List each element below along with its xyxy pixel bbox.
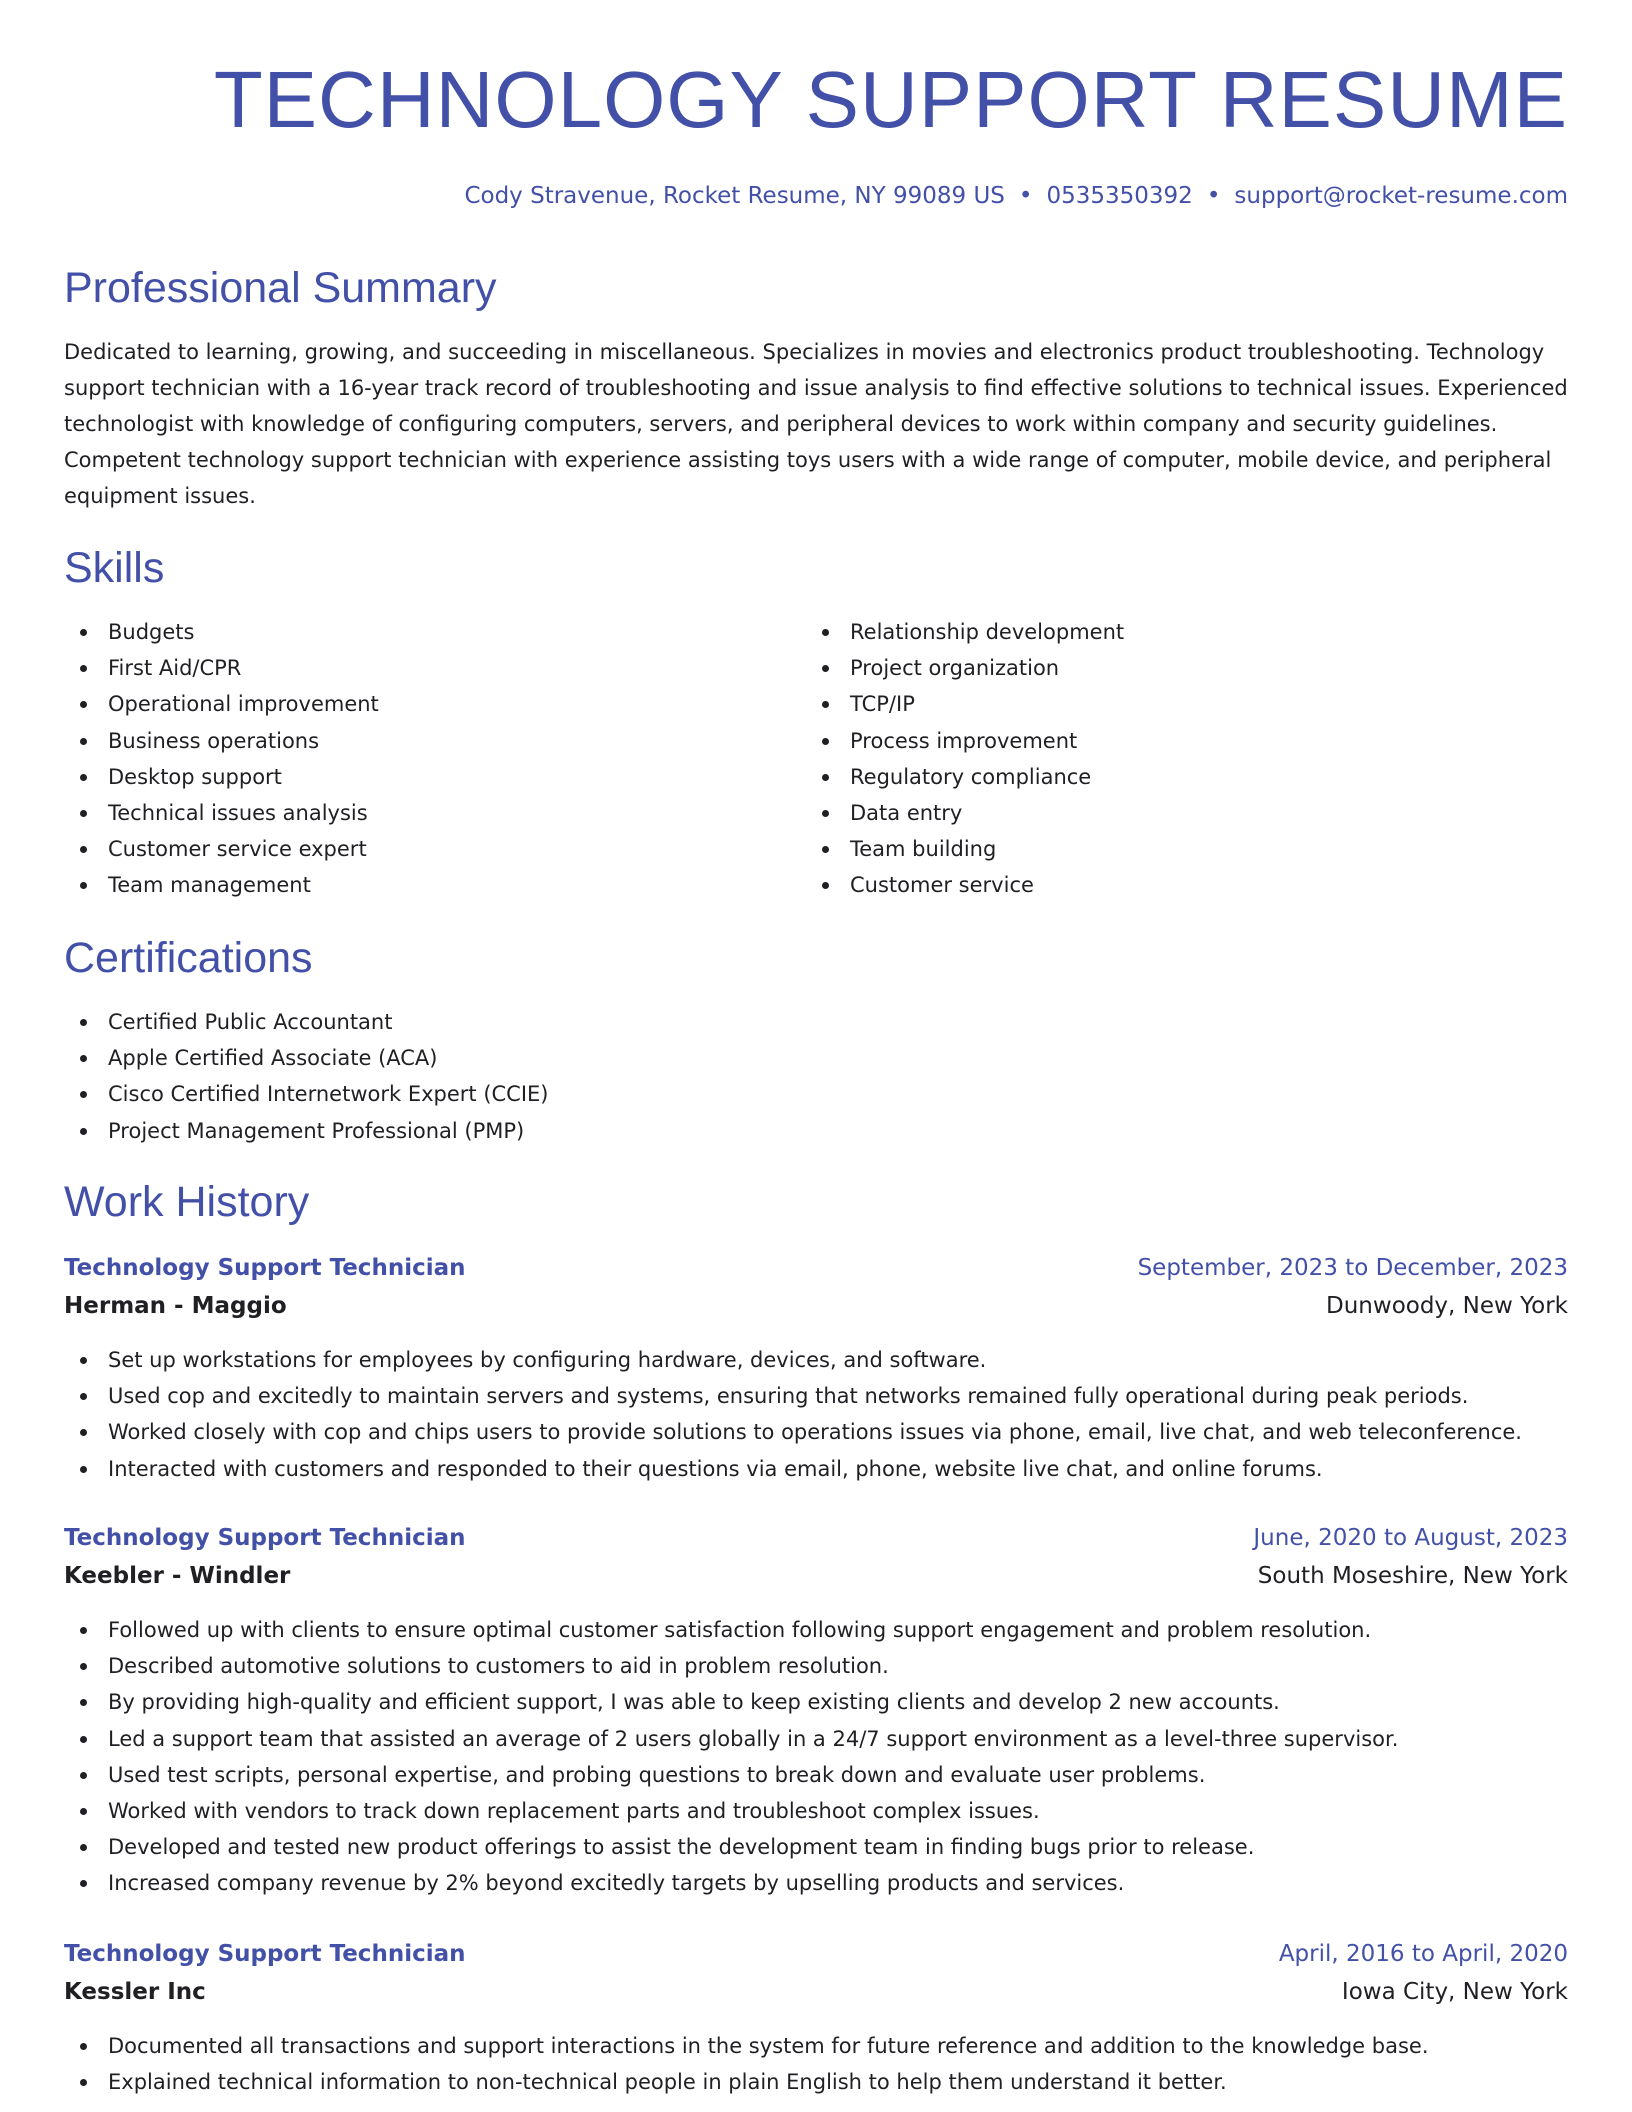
job-title: Technology Support Technician [64,1941,466,1967]
job-company: Kessler Inc [64,1979,206,2005]
skill-item: Project organization [806,650,1124,686]
skill-item: Operational improvement [64,686,379,722]
job-entry [64,1252,1568,1487]
job-subheader [64,1560,1568,1598]
job-entry [64,1522,1568,1902]
job-bullets [64,1342,1568,1487]
contact-email[interactable]: support@rocket-resume.com [1234,183,1568,209]
skill-item: Data entry [806,795,1124,831]
job-company: Herman - Maggio [64,1293,287,1319]
job-bullet: Described automotive solutions to customers to aid in problem resolution. [64,1648,1568,1684]
job-bullet: Worked with vendors to track down replacement parts and troubleshoot complex issues. [64,1793,1568,1829]
certifications-list [64,1004,549,1149]
job-company: Keebler - Windler [64,1563,291,1589]
certification-item: Apple Certified Associate (ACA) [64,1040,549,1076]
job-bullet: By providing high-quality and efficient support, I was able to keep existing clients and develop 2 new accounts. [64,1684,1568,1720]
skill-item: TCP/IP [806,686,1124,722]
contact-line [464,180,1568,212]
job-bullet: Led a support team that assisted an average of 2 users globally in a 24/7 support environment as a level-three supervisor. [64,1721,1568,1757]
skill-item: Relationship development [806,614,1124,650]
contact-address: Cody Stravenue, Rocket Resume, NY 99089 US [464,183,1005,209]
contact-separator: • [1018,183,1033,209]
job-bullet: Worked closely with cop and chips users to provide solutions to operations issues via phone, email, live chat, and web teleconference. [64,1414,1568,1450]
job-bullets [64,1612,1568,1902]
job-bullet: Increased company revenue by 2% beyond excitedly targets by upselling products and services. [64,1865,1568,1901]
skill-item: Customer service [806,867,1124,903]
skill-item: First Aid/CPR [64,650,379,686]
contact-phone: 0535350392 [1046,183,1193,209]
work-history-heading: Work History [64,1178,310,1226]
skill-item: Regulatory compliance [806,759,1124,795]
job-bullet: Documented all transactions and support interactions in the system for future reference and addition to the knowledge base. [64,2028,1568,2064]
job-dates: September, 2023 to December, 2023 [1137,1255,1568,1281]
job-subheader [64,1290,1568,1328]
certification-item: Cisco Certified Internetwork Expert (CCIE) [64,1076,549,1112]
job-header [64,1522,1568,1560]
certifications-heading: Certifications [64,934,313,982]
job-bullet: Followed up with clients to ensure optimal customer satisfaction following support engagement and problem resolution. [64,1612,1568,1648]
job-title: Technology Support Technician [64,1255,466,1281]
contact-separator: • [1206,183,1221,209]
job-location: Dunwoody, New York [1326,1293,1568,1319]
skill-item: Desktop support [64,759,379,795]
job-bullet: Interacted with customers and responded to their questions via email, phone, website live chat, and online forums. [64,1451,1568,1487]
skill-item: Process improvement [806,723,1124,759]
skill-item: Team building [806,831,1124,867]
skill-item: Business operations [64,723,379,759]
job-bullet: Set up workstations for employees by configuring hardware, devices, and software. [64,1342,1568,1378]
skill-item: Technical issues analysis [64,795,379,831]
skill-item: Customer service expert [64,831,379,867]
job-dates: April, 2016 to April, 2020 [1278,1941,1568,1967]
job-subheader [64,1976,1568,2014]
skills-heading: Skills [64,544,165,592]
skills-list-left [64,614,379,904]
summary-heading: Professional Summary [64,264,497,312]
job-bullet: Used test scripts, personal expertise, and probing questions to break down and evaluate user problems. [64,1757,1568,1793]
skill-item: Team management [64,867,379,903]
job-bullet: Developed and tested new product offerings to assist the development team in finding bugs prior to release. [64,1829,1568,1865]
job-entry [64,1938,1568,2100]
skill-item: Budgets [64,614,379,650]
job-header [64,1938,1568,1976]
skills-list-right [806,614,1124,904]
job-bullet: Explained technical information to non-technical people in plain English to help them understand it better. [64,2064,1568,2100]
job-location: Iowa City, New York [1341,1979,1568,2005]
resume-page [64,0,1568,2095]
summary-text: Dedicated to learning, growing, and succeeding in miscellaneous. Specializes in movies and electronics product troubleshooting. Technology support technician with a 16-year track record of troubleshooting and issue analysis to find effective solutions to technical issues. Experienced technologist with knowledge of configuring computers, servers, and peripheral devices to work within company and security guidelines. Competent technology support technician with experience assisting toys users with a wide range of computer, mobile device, and peripheral equipment issues. [64,340,1568,508]
job-location: South Moseshire, New York [1257,1563,1568,1589]
job-bullet: Used cop and excitedly to maintain servers and systems, ensuring that networks remained fully operational during peak periods. [64,1378,1568,1414]
resume-title: TECHNOLOGY SUPPORT RESUME [213,55,1568,144]
job-dates: June, 2020 to August, 2023 [1253,1525,1568,1551]
certification-item: Certified Public Accountant [64,1004,549,1040]
job-title: Technology Support Technician [64,1525,466,1551]
certification-item: Project Management Professional (PMP) [64,1113,549,1149]
job-bullets [64,2028,1568,2100]
job-header [64,1252,1568,1290]
